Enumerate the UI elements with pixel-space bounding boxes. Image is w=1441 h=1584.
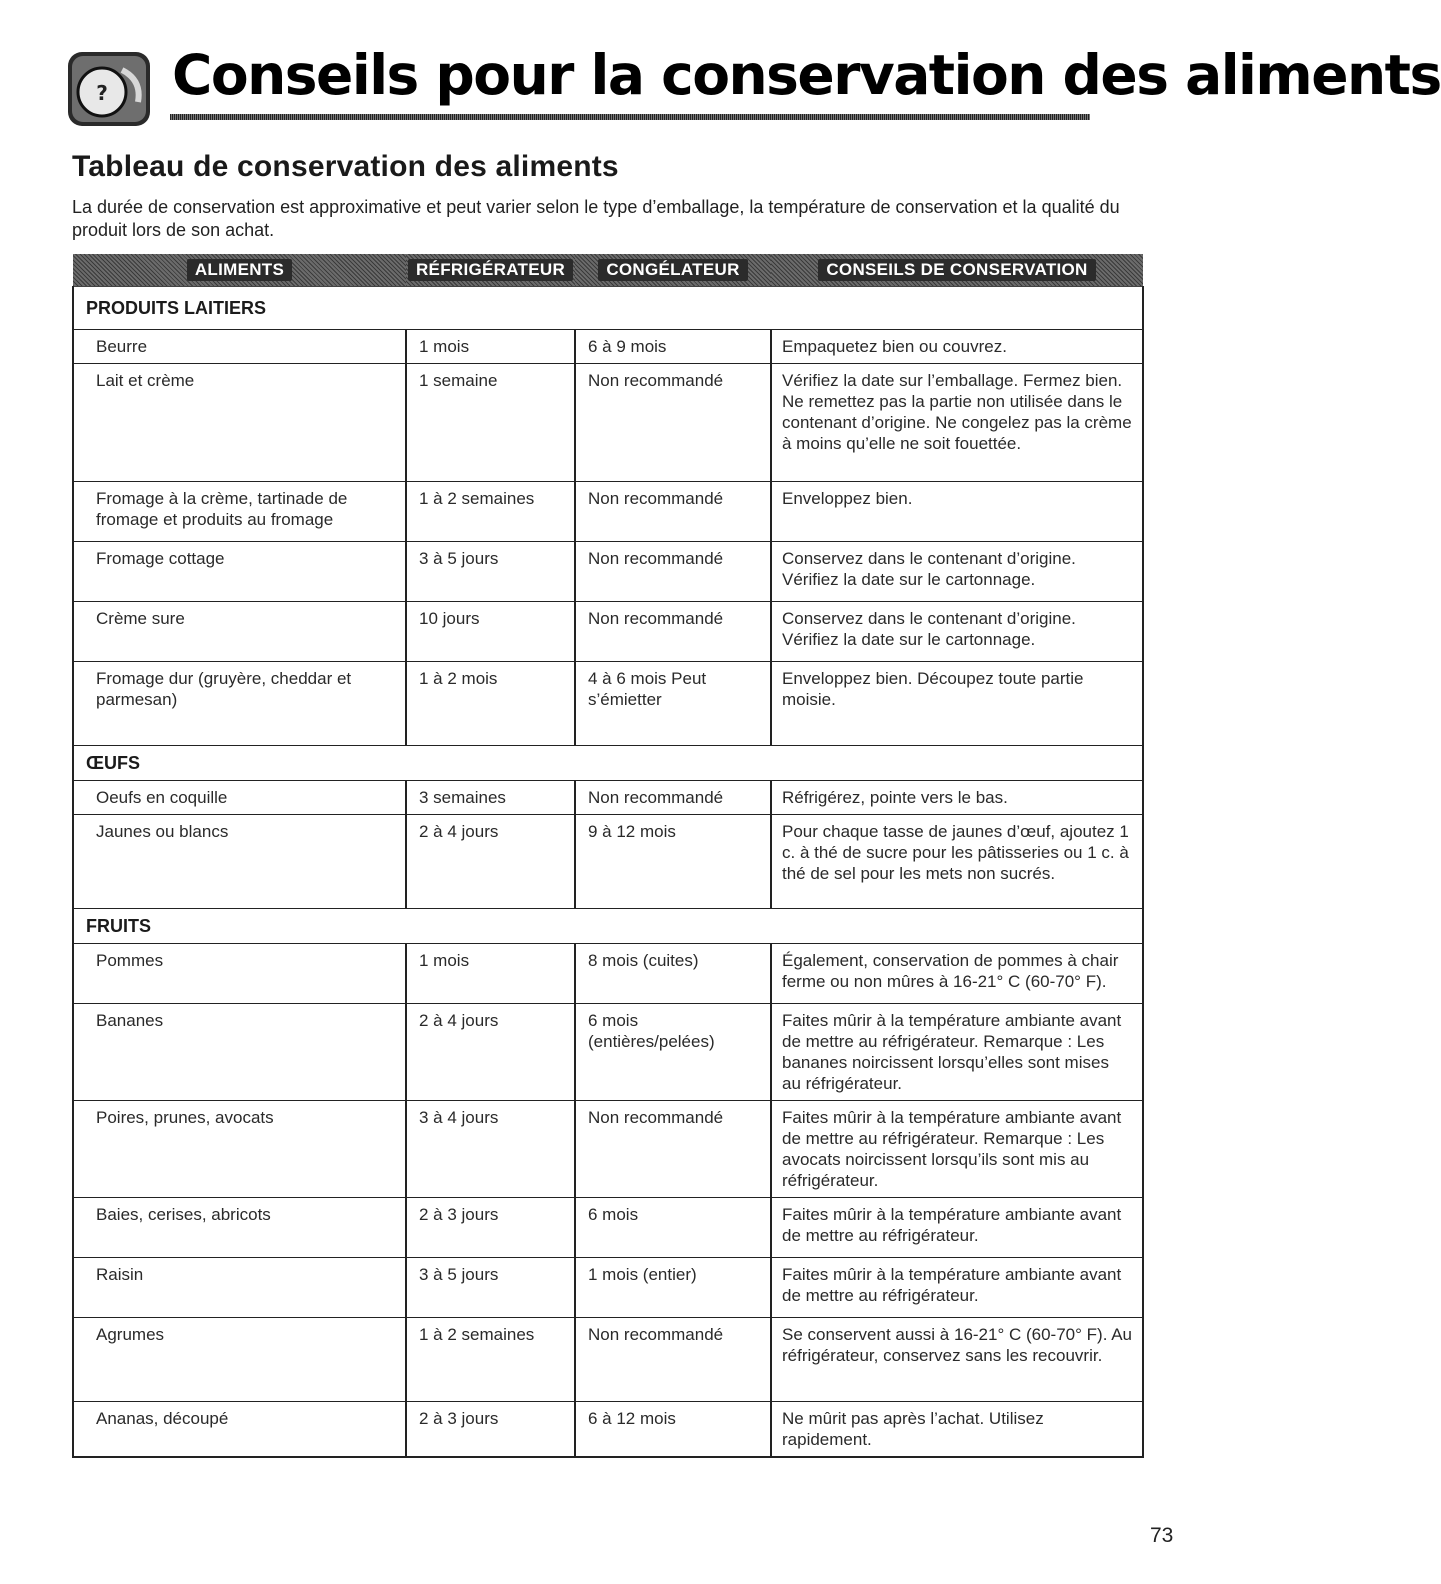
table-row xyxy=(73,781,1143,815)
food-cell: Crème sure xyxy=(73,602,406,662)
food-cell: Fromage dur (gruyère, cheddar et parmesan) xyxy=(73,662,406,746)
fridge-cell: 2 à 4 jours xyxy=(406,815,575,909)
tips-cell: Ne mûrit pas après l’achat. Utilisez rapidement. xyxy=(771,1402,1143,1458)
food-cell: Pommes xyxy=(73,944,406,1004)
food-cell: Baies, cerises, abricots xyxy=(73,1198,406,1258)
fridge-cell: 2 à 4 jours xyxy=(406,1004,575,1101)
table-row xyxy=(73,330,1143,364)
food-tips-icon xyxy=(66,50,152,128)
column-header-refrigerator: RÉFRIGÉRATEUR xyxy=(406,254,575,287)
tips-cell: Faites mûrir à la température ambiante avant de mettre au réfrigérateur. Remarque : Les avocats noircissent lorsqu’ils sont mis au réfrigérateur. xyxy=(771,1101,1143,1198)
freezer-cell: Non recommandé xyxy=(575,542,771,602)
fridge-cell: 2 à 3 jours xyxy=(406,1402,575,1458)
tips-cell: Réfrigérez, pointe vers le bas. xyxy=(771,781,1143,815)
tips-cell: Conservez dans le contenant d’origine. Vérifiez la date sur le cartonnage. xyxy=(771,602,1143,662)
fridge-cell: 1 mois xyxy=(406,330,575,364)
food-storage-table xyxy=(72,254,1144,1458)
fridge-cell: 2 à 3 jours xyxy=(406,1198,575,1258)
food-cell: Lait et crème xyxy=(73,364,406,482)
table-row xyxy=(73,1258,1143,1318)
fridge-cell: 10 jours xyxy=(406,602,575,662)
food-cell: Fromage à la crème, tartinade de fromage et produits au fromage xyxy=(73,482,406,542)
freezer-cell: Non recommandé xyxy=(575,364,771,482)
freezer-cell: Non recommandé xyxy=(575,1318,771,1402)
freezer-cell: 9 à 12 mois xyxy=(575,815,771,909)
fridge-cell: 3 à 5 jours xyxy=(406,542,575,602)
fridge-cell: 1 à 2 mois xyxy=(406,662,575,746)
table-row xyxy=(73,1198,1143,1258)
table-row xyxy=(73,482,1143,542)
freezer-cell: 6 à 9 mois xyxy=(575,330,771,364)
tips-cell: Faites mûrir à la température ambiante avant de mettre au réfrigérateur. xyxy=(771,1258,1143,1318)
fridge-cell: 3 semaines xyxy=(406,781,575,815)
intro-paragraph: La durée de conservation est approximative et peut varier selon le type d’emballage, la température de conservation et la qualité du produit lors de son achat. xyxy=(72,197,1120,240)
tips-cell: Enveloppez bien. Découpez toute partie moisie. xyxy=(771,662,1143,746)
svg-text:?: ? xyxy=(96,81,108,105)
tips-cell: Également, conservation de pommes à chair ferme ou non mûres à 16-21° C (60-70° F). xyxy=(771,944,1143,1004)
tips-cell: Faites mûrir à la température ambiante avant de mettre au réfrigérateur. xyxy=(771,1198,1143,1258)
page-header xyxy=(66,38,1441,134)
table-row xyxy=(73,1402,1143,1458)
table-row xyxy=(73,1101,1143,1198)
section-fruits: FRUITS xyxy=(73,909,1143,944)
table-header-row xyxy=(73,254,1143,287)
tips-cell: Se conservent aussi à 16-21° C (60-70° F). Au réfrigérateur, conservez sans les recouvrir. xyxy=(771,1318,1143,1402)
table-row xyxy=(73,542,1143,602)
table-row xyxy=(73,364,1143,482)
table-row xyxy=(73,815,1143,909)
tips-cell: Enveloppez bien. xyxy=(771,482,1143,542)
fridge-cell: 1 semaine xyxy=(406,364,575,482)
freezer-cell: 1 mois (entier) xyxy=(575,1258,771,1318)
section-eggs: ŒUFS xyxy=(73,746,1143,781)
tips-cell: Pour chaque tasse de jaunes d’œuf, ajoutez 1 c. à thé de sucre pour les pâtisseries ou 1 c. à thé de sel pour les mets non sucrés. xyxy=(771,815,1143,909)
tips-cell: Faites mûrir à la température ambiante avant de mettre au réfrigérateur. Remarque : Les bananes noircissent lorsqu’elles sont mises au réfrigérateur. xyxy=(771,1004,1143,1101)
table-row xyxy=(73,944,1143,1004)
fridge-cell: 1 à 2 semaines xyxy=(406,1318,575,1402)
freezer-cell: Non recommandé xyxy=(575,482,771,542)
table-row xyxy=(73,1004,1143,1101)
freezer-cell: 4 à 6 mois Peut s’émietter xyxy=(575,662,771,746)
table-row xyxy=(73,602,1143,662)
column-header-storage-tips: CONSEILS DE CONSERVATION xyxy=(771,254,1143,287)
page-number: 73 xyxy=(1150,1524,1174,1547)
tips-cell: Vérifiez la date sur l’emballage. Fermez bien. Ne remettez pas la partie non utilisée dans le contenant d’origine. Ne congelez pas la crème à moins qu’elle ne soit fouettée. xyxy=(771,364,1143,482)
food-cell: Fromage cottage xyxy=(73,542,406,602)
food-cell: Poires, prunes, avocats xyxy=(73,1101,406,1198)
freezer-cell: 6 mois (entières/pelées) xyxy=(575,1004,771,1101)
food-cell: Raisin xyxy=(73,1258,406,1318)
fridge-cell: 3 à 5 jours xyxy=(406,1258,575,1318)
food-cell: Agrumes xyxy=(73,1318,406,1402)
freezer-cell: Non recommandé xyxy=(575,602,771,662)
freezer-cell: 6 à 12 mois xyxy=(575,1402,771,1458)
tips-cell: Empaquetez bien ou couvrez. xyxy=(771,330,1143,364)
freezer-cell: 8 mois (cuites) xyxy=(575,944,771,1004)
food-cell: Bananes xyxy=(73,1004,406,1101)
food-cell: Ananas, découpé xyxy=(73,1402,406,1458)
column-header-foods: ALIMENTS xyxy=(73,254,406,287)
fridge-cell: 1 mois xyxy=(406,944,575,1004)
fridge-cell: 1 à 2 semaines xyxy=(406,482,575,542)
fridge-cell: 3 à 4 jours xyxy=(406,1101,575,1198)
column-header-freezer: CONGÉLATEUR xyxy=(575,254,771,287)
food-cell: Oeufs en coquille xyxy=(73,781,406,815)
freezer-cell: Non recommandé xyxy=(575,781,771,815)
page-title: Conseils pour la conservation des aliments xyxy=(172,43,1441,107)
table-row xyxy=(73,1318,1143,1402)
food-cell: Beurre xyxy=(73,330,406,364)
freezer-cell: 6 mois xyxy=(575,1198,771,1258)
section-dairy: PRODUITS LAITIERS xyxy=(73,287,1143,330)
title-underline xyxy=(170,114,1090,120)
section-title: Tableau de conservation des aliments xyxy=(72,150,619,183)
table-row xyxy=(73,662,1143,746)
food-cell: Jaunes ou blancs xyxy=(73,815,406,909)
tips-cell: Conservez dans le contenant d’origine. Vérifiez la date sur le cartonnage. xyxy=(771,542,1143,602)
freezer-cell: Non recommandé xyxy=(575,1101,771,1198)
